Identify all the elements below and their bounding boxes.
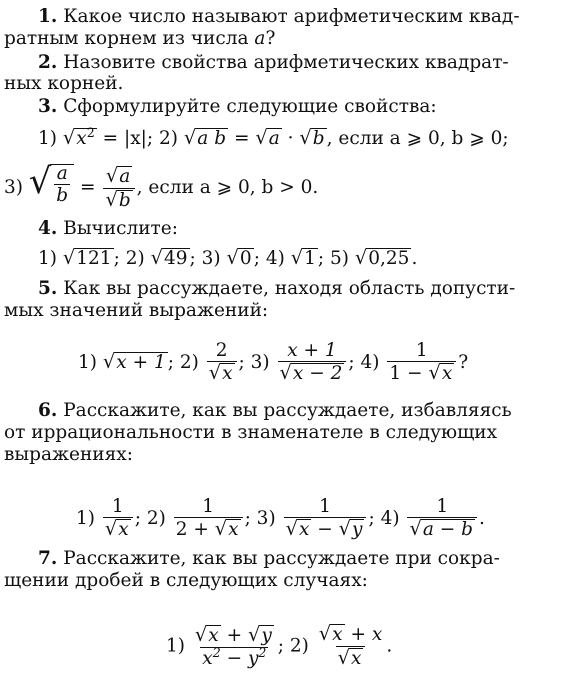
question-2-line-2: ных корней. — [4, 73, 124, 94]
question-2-line-1: 2. Назовите свойства арифметических квадрат- — [38, 52, 509, 73]
math-part: x — [118, 519, 129, 540]
math-part: b — [56, 185, 69, 206]
math-part: x — [332, 624, 343, 645]
question-6-line-1: 6. Расскажите, как вы рассуждаете, избавляясь — [38, 400, 512, 421]
math-part: 49 — [163, 248, 188, 269]
math-part — [194, 622, 221, 646]
math-part: − y — [220, 647, 259, 669]
math-part: a — [268, 128, 280, 149]
question-4-title: 4. Вычислите: — [38, 218, 178, 239]
sqrt-0 — [227, 248, 254, 269]
sqrt-a-over-b — [28, 161, 74, 206]
radical-sign: √ — [150, 246, 163, 269]
math-part — [338, 648, 364, 669]
question-1-line-1: 1. Какое число называют арифметическим квад- — [38, 6, 520, 27]
math-part: x + 1 — [116, 352, 166, 373]
math-part: 2 — [215, 340, 228, 361]
math-part: 1) — [76, 508, 95, 529]
radical-sign: √ — [337, 646, 351, 669]
math-part — [215, 519, 241, 540]
math-part — [280, 363, 345, 384]
question-4-items — [38, 248, 417, 270]
math-part: 1 − — [389, 363, 429, 384]
math-part: . — [411, 248, 418, 269]
math-part: x — [298, 519, 310, 540]
sqrt-0-25 — [355, 248, 412, 269]
math-part: x — [351, 648, 362, 669]
math-part — [247, 622, 274, 646]
question-3-title: 3. Сформулируйте следующие свойства: — [38, 96, 437, 117]
fraction-sqrt-x-plus-x-over-sqrt-x — [317, 624, 385, 669]
radical-sign: √ — [104, 517, 118, 540]
sqrt-121 — [63, 248, 114, 269]
math-part: ; — [317, 248, 325, 269]
math-part: x — [76, 128, 87, 149]
radical-sign: √ — [183, 126, 197, 149]
math-part: 2 — [212, 644, 221, 660]
math-part: ; 3) — [244, 508, 276, 529]
math-part — [286, 519, 312, 540]
question-7-expressions — [166, 624, 392, 669]
radical-sign: √ — [102, 350, 116, 373]
math-part: ? — [458, 352, 469, 373]
radical-sign: √ — [247, 622, 261, 646]
fraction-1-over-2-plus-sqrt-x — [174, 498, 243, 540]
fraction-1-over-sqrt-x — [103, 498, 133, 540]
radical-sign: √ — [299, 126, 312, 149]
radical-sign: √ — [226, 246, 239, 269]
math-part — [409, 519, 475, 540]
radical-sign: √ — [62, 246, 76, 269]
math-part: 1 — [436, 496, 449, 517]
math-part: ; — [113, 248, 120, 269]
math-part — [319, 624, 345, 645]
math-part: x − 2 — [292, 363, 343, 384]
math-part — [209, 363, 235, 384]
math-part: x — [228, 519, 239, 540]
fraction-1-over-1-minus-sqrt-x — [387, 342, 456, 384]
question-7-line-2: щении дробей в следующих случаях: — [4, 570, 368, 591]
math-part: 3) — [201, 248, 221, 269]
radical-sign: √ — [28, 161, 52, 202]
math-part: 1) — [38, 248, 57, 269]
math-part: 2) — [125, 248, 145, 269]
math-part: 1 — [415, 340, 428, 361]
radical-sign: √ — [285, 517, 298, 540]
math-part: x — [441, 363, 453, 384]
math-part: 1) — [78, 352, 97, 373]
radical-sign: √ — [279, 361, 292, 384]
math-part: 0,25 — [368, 248, 410, 269]
math-part: b — [118, 189, 131, 211]
radical-sign: √ — [62, 126, 76, 149]
question-6-line-3: выражениях: — [4, 444, 133, 465]
fraction-1-over-sqrt-a-minus-b — [407, 498, 477, 540]
math-part: 1 — [202, 496, 215, 517]
radical-sign: √ — [105, 163, 119, 187]
math-part: 121 — [76, 248, 112, 269]
math-part: ; 3) — [238, 352, 270, 373]
math-part: 1 — [319, 496, 331, 517]
radical-sign: √ — [354, 246, 368, 269]
math-part: . — [478, 508, 485, 529]
radical-sign: √ — [318, 622, 332, 645]
question-7-line-1: 7. Расскажите, как вы рассуждаете при сокра- — [38, 548, 500, 569]
math-part: 5) — [329, 248, 349, 269]
math-part: 1 — [304, 248, 316, 269]
math-part: 2 — [258, 644, 267, 660]
radical-sign: √ — [105, 187, 118, 211]
math-part: 4) — [265, 248, 285, 269]
sqrt-x-squared — [62, 124, 97, 149]
radical-sign: √ — [338, 517, 352, 540]
math-part: a — [119, 165, 131, 187]
math-part: 0 — [239, 248, 252, 269]
math-part: a b — [197, 128, 227, 149]
math-part: x — [222, 363, 233, 384]
fraction-x-plus-1-over-sqrt-x-minus-2 — [278, 342, 347, 384]
radical-sign: √ — [428, 361, 441, 384]
math-part: x — [202, 647, 213, 669]
math-part: ; — [253, 248, 260, 269]
math-part — [105, 163, 132, 187]
math-part: ; 4) — [368, 508, 400, 529]
question-6-expressions — [76, 498, 485, 540]
math-part: y — [261, 624, 272, 646]
math-part: a — [56, 163, 68, 184]
question-6-line-2: от иррациональности в знаменателе в следующих — [4, 422, 498, 443]
question-5-line-1: 5. Как вы рассуждаете, находя область допусти- — [38, 278, 516, 299]
math-part: − — [311, 519, 339, 540]
radical-sign: √ — [290, 246, 304, 269]
sqrt-1 — [291, 248, 318, 269]
question-5-expressions — [78, 342, 468, 384]
math-part — [105, 519, 131, 540]
math-part: 1) — [166, 635, 185, 657]
math-part: x + 1 — [287, 340, 337, 361]
question-3-formula-line-2: 3) √ $\frac{a}{b}$ = √ a √ b , если a ⩾ 0, b > 0. — [4, 161, 319, 211]
sqrt-a — [255, 128, 281, 149]
fraction-2-over-sqrt-x — [207, 342, 237, 384]
math-part: ; 4) — [348, 352, 380, 373]
math-part — [54, 165, 70, 206]
math-part: + x — [344, 624, 383, 645]
math-part: a − b — [422, 519, 473, 540]
math-part: b — [312, 128, 325, 149]
sqrt-x-plus-1 — [103, 352, 168, 373]
math-part: y — [352, 519, 363, 540]
math-part — [428, 363, 454, 384]
sqrt-b — [299, 128, 326, 149]
sqrt-ab — [184, 128, 228, 149]
radical-sign: √ — [255, 126, 268, 149]
math-part: x — [208, 624, 219, 646]
question-3-formula-line: 1) √ $x^2$ = |x|; 2) √ a b = √ a · √ b , если a ⩾ 0, b ⩾ 0; — [38, 124, 509, 149]
math-part: ; 2) — [167, 352, 199, 373]
radical-sign: √ — [409, 517, 422, 540]
sqrt-49 — [151, 248, 190, 269]
radical-sign: √ — [194, 622, 208, 646]
math-part: ; 2) — [134, 508, 166, 529]
math-part — [339, 519, 365, 540]
math-part: 2 — [86, 124, 95, 140]
question-5-line-2: мых значений выражений: — [4, 300, 269, 321]
math-part: 1 — [111, 496, 124, 517]
math-part: ; 2) — [277, 635, 309, 657]
math-part: + — [220, 624, 248, 646]
radical-sign: √ — [214, 517, 228, 540]
question-1-line-2: ратным корнем из числа a? — [4, 28, 276, 49]
math-part — [105, 187, 132, 211]
math-part: ; — [189, 248, 196, 269]
math-part: 2 + — [175, 519, 215, 540]
fraction-sqrt-x-plus-sqrt-y-over-x2-minus-y2 — [193, 622, 276, 669]
math-part: . — [386, 635, 393, 657]
radical-sign: √ — [208, 361, 222, 384]
fraction-1-over-sqrt-x-minus-sqrt-y — [284, 498, 367, 540]
fraction-sqrt-a-over-sqrt-b — [103, 163, 134, 211]
